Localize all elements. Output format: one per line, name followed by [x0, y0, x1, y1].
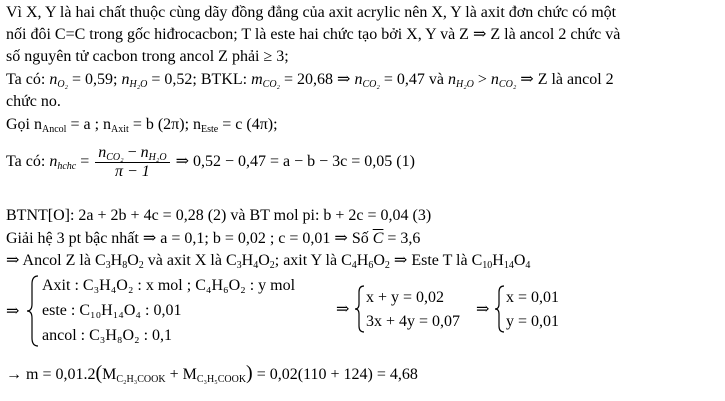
subscript: 3 [236, 260, 242, 271]
fraction-denominator: π − 1 [114, 162, 150, 180]
subscript: CO₂ [498, 79, 517, 90]
text: O [373, 252, 385, 269]
subscript: C₂H₃COOK [116, 374, 166, 385]
text: Giải hệ 3 pt bậc nhất ⇒ a = 0,1; b = 0,02 ; c = 0,01 ⇒ Số [6, 230, 373, 247]
subscript: 3 [105, 260, 111, 271]
text: O [127, 252, 139, 269]
subscript: 2 [138, 260, 144, 271]
n-symbol: n [140, 143, 149, 161]
system2-brace-icon [354, 284, 366, 334]
text: và axit X là C [143, 252, 237, 269]
system1-row-1: Axit : C₃H₄O₂ : x mol ; C₄H₆O₂ : y mol [42, 277, 296, 294]
text: = a ; n [66, 116, 112, 133]
solve-system-line [6, 229, 420, 249]
left-paren: ( [95, 362, 103, 384]
text: = 3,6 [383, 230, 421, 247]
system1-brace-icon [26, 274, 40, 348]
text: ⇒ 0,52 − 0,47 = a − b − 3c = 0,05 (1) [171, 153, 415, 170]
subscript: H₂O [148, 151, 167, 163]
text: O [513, 252, 526, 269]
right-paren: ) [246, 362, 253, 384]
system3-row-2: y = 0,01 [506, 313, 560, 330]
subscript: 14 [503, 260, 514, 271]
n-symbol: n [121, 71, 130, 88]
text: O [258, 252, 270, 269]
system3-brace-icon [494, 284, 506, 334]
n-symbol: n [447, 71, 456, 88]
subscript: 4 [525, 260, 531, 271]
subscript: CO₂ [262, 79, 281, 90]
subscript: Ancol [42, 124, 67, 135]
subscript: 4 [253, 260, 259, 271]
text: + [165, 366, 183, 383]
subscript: C₃H₅COOK [196, 374, 247, 385]
text: ⇒ Ancol Z là C [6, 252, 106, 269]
text: > [473, 71, 491, 88]
text: = 0,47 và [379, 71, 448, 88]
text: = c (4π); [218, 116, 278, 133]
n-symbol: n [490, 71, 499, 88]
system1-arrow: ⇒ [6, 303, 20, 320]
text: − [123, 143, 141, 161]
subscript: 2 [269, 260, 275, 271]
subscript: CO₂ [106, 151, 124, 163]
subscript: 6 [368, 260, 374, 271]
text: = 20,68 ⇒ [280, 71, 355, 88]
text: ⇒ Z là ancol 2 [516, 71, 614, 88]
n-symbol: n [49, 71, 58, 88]
paragraph-line-1: Vì X, Y là hai chất thuộc cùng dãy đồng đẳng của axit acrylic nên X, Y là axit đơn chức có một [6, 4, 617, 21]
subscript: Este [201, 124, 219, 135]
subscript: 4 [351, 260, 357, 271]
paragraph-line-3: số nguyên tử cacbon trong ancol Z phải ≥ 3; [6, 48, 289, 65]
text: H [492, 252, 504, 269]
m-symbol: M [102, 366, 117, 383]
subscript: hchc [57, 161, 77, 172]
variables-line [6, 115, 278, 135]
system2-row-1: x + y = 0,02 [366, 289, 445, 306]
text: = 0,02(110 + 124) = 4,68 [252, 366, 418, 383]
n-symbol: n [354, 71, 363, 88]
text: = b (2π); n [128, 116, 202, 133]
system2-row-2: 3x + 4y = 0,07 [366, 313, 461, 330]
fraction-numerator [95, 144, 169, 163]
text: = 0,52; BTKL: [147, 71, 252, 88]
text: → m = 0,01.2 [6, 366, 96, 383]
text: = [76, 153, 94, 170]
paragraph-line-5: chức no. [6, 93, 61, 110]
text: Ta có: [6, 153, 50, 170]
c-bar-symbol: $\overline{C}$ [372, 230, 384, 247]
system2-arrow: ⇒ [336, 301, 350, 318]
oxygen-balance-line: BTNT[O]: 2a + 2b + 4c = 0,28 (2) và BT mol pi: b + 2c = 0,04 (3) [6, 207, 432, 224]
system1-row-3: ancol : C₃H₈O₂ : 0,1 [42, 327, 173, 344]
mass-balance-line [6, 70, 614, 90]
text: H [241, 252, 254, 269]
system3-arrow: ⇒ [476, 301, 490, 318]
subscript: CO₂ [362, 79, 380, 90]
formula-line [6, 251, 530, 271]
text: H [356, 252, 369, 269]
text: ⇒ Este T là C [389, 252, 483, 269]
subscript: Axit [111, 124, 129, 135]
subscript: O₂ [57, 79, 69, 90]
n-symbol: n [49, 153, 58, 170]
text: ; axit Y là C [274, 252, 352, 269]
m-symbol: M [182, 366, 197, 383]
fraction-equation-line [6, 140, 415, 184]
subscript: 8 [122, 260, 128, 271]
subscript: 2 [384, 260, 390, 271]
text: = 0,59; [68, 71, 122, 88]
subscript: H₂O [129, 79, 148, 90]
fraction [95, 144, 169, 181]
paragraph-line-2: nối đôi C=C trong gốc hiđrocacbon; T là este hai chức tạo bởi X, Y và Z ⇒ Z là ancol 2 chức và [6, 26, 621, 43]
text: Gọi n [6, 116, 42, 133]
m-symbol: m [251, 71, 263, 88]
system1-row-2: este : C₁₀H₁₄O₄ : 0,01 [42, 302, 182, 319]
final-mass-line [6, 360, 418, 388]
subscript: 10 [482, 260, 493, 271]
text: H [110, 252, 123, 269]
subscript: H₂O [455, 79, 474, 90]
text: Ta có: [6, 71, 50, 88]
n-symbol: n [98, 143, 107, 161]
system3-row-1: x = 0,01 [506, 289, 560, 306]
